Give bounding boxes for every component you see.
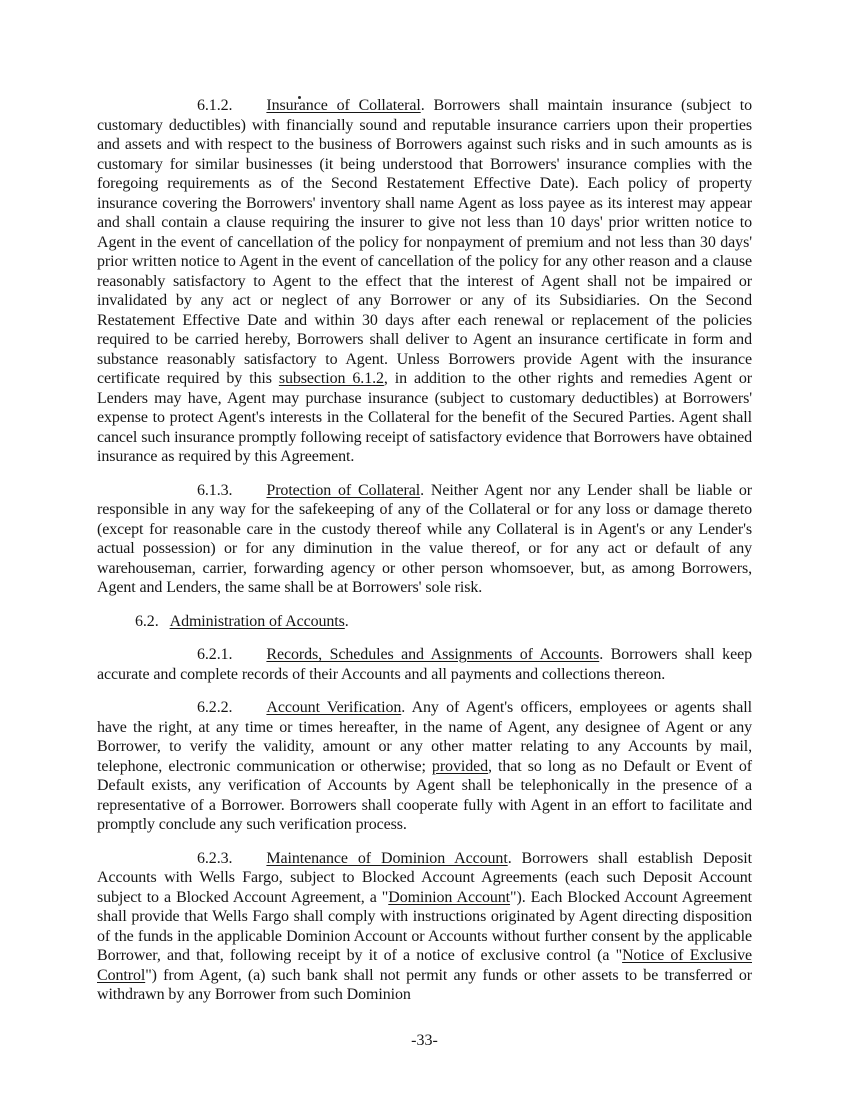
body-text: . (344, 612, 349, 630)
paragraph-6.2.3 (97, 849, 752, 1005)
underlined-term: Dominion Account (388, 888, 511, 906)
section-number: 6.2. (135, 612, 159, 630)
underlined-term: Administration of Accounts (169, 612, 345, 630)
section-number: 6.1.3. (197, 481, 233, 499)
body-text: . Borrowers shall keep accurate and complete records of their Accounts and all payments and collections thereon. (97, 646, 752, 683)
section-number: 6.2.3. (197, 849, 233, 867)
underlined-term: Insurance of Collateral (266, 97, 421, 114)
page-number: -33- (411, 1032, 438, 1049)
underlined-term: Records, Schedules and Assignments of Accounts (266, 646, 600, 663)
section-number: 6.1.2. (197, 97, 233, 114)
body-text: . Borrowers shall establish Deposit Accounts with Wells Fargo, subject to Blocked Account Agreements (each such Deposit Account subject to a Blocked Account Agreement, a " (97, 849, 752, 906)
paragraph-6.1.3 (97, 481, 752, 598)
paragraph-6.2.1 (97, 645, 752, 684)
paragraph-6.2.2 (97, 698, 752, 835)
underlined-term: Maintenance of Dominion Account (266, 849, 508, 867)
underlined-term: subsection 6.1.2 (278, 370, 384, 387)
section-number: 6.2.2. (197, 699, 233, 716)
underlined-term: provided (431, 757, 488, 775)
section-number: 6.2.1. (197, 646, 233, 663)
body-text: . Borrowers shall maintain insurance (subject to customary deductibles) with financially sound and reputable insurance carriers upon their properties and assets and with respect to the business of Borrowers against such risks and in such amounts as is customary for similar businesses (it being understood that Borrowers' insurance complies with the foregoing requirements as of the Second Restatement Effective Date). Each policy of property insurance covering the Borrowers' inventory shall name Agent as loss payee as its interest may appear and shall contain a clause requiring the insurer to give not less than 10 days' prior written notice to Agent in the event of cancellation of the policy for nonpayment of premium and not less than 30 days' prior written notice to Agent in the event of cancellation of the policy for any other reason and a clause reasonably satisfactory to Agent to the effect that the interest of Agent shall not be impaired or invalidated by any act or neglect of any Borrower or any of its Subsidiaries. On the Second Restatement Effective Date and within 30 days after each renewal or replacement of the policies required to be carried hereby, Borrowers shall deliver to Agent an insurance certificate in form and substance reasonably satisfactory to Agent. Unless Borrowers provide Agent with the insurance certificate required by this (97, 97, 752, 387)
body-text: . Any of Agent's officers, employees or agents shall have the right, at any time or times hereafter, in the name of Agent, any designee of Agent or any Borrower, to verify the validity, amount or any other matter relating to any Accounts by mail, telephone, electronic communication or otherwise; (97, 699, 752, 775)
body-text: , in addition to the other rights and remedies Agent or Lenders may have, Agent may purchase insurance (subject to customary deductibles) at Borrowers' expense to protect Agent's interests in the Collateral for the benefit of the Secured Parties. Agent shall cancel such insurance promptly following receipt of satisfactory evidence that Borrowers have obtained insurance as required by this Agreement. (97, 370, 752, 465)
document-body (97, 96, 752, 1019)
body-text: , that so long as no Default or Event of Default exists, any verification of Accounts by Agent shall be telephonically in the presence of a representative of a Borrower. Borrowers shall cooperate fully with Agent in an effort to facilitate and promptly conclude any such verification process. (97, 757, 752, 833)
underlined-term: Protection of Collateral (266, 481, 421, 499)
body-text: "). Each Blocked Account Agreement shall provide that Wells Fargo shall comply with instructions originated by Agent directing disposition of the funds in the applicable Dominion Account or Accounts without further consent by the applicable Borrower, and that, following receipt by it of a notice of exclusive control (a " (97, 888, 752, 964)
paragraph-6.2 (97, 612, 752, 632)
underlined-term: Notice of Exclusive Control (97, 947, 752, 984)
underlined-term: Account Verification (266, 699, 402, 716)
body-text: . Neither Agent nor any Lender shall be liable or responsible in any way for the safekeeping of any of the Collateral or for any loss or damage thereto (except for reasonable care in the custody thereof while any Collateral is in Agent's or any Lender's actual possession) or for any diminution in the value thereof, or for any act or default of any warehouseman, carrier, forwarding agency or other person whomsoever, but, as among Borrowers, Agent and Lenders, the same shall be at Borrowers' sole risk. (97, 481, 753, 596)
paragraph-6.1.2 (97, 96, 752, 467)
body-text: ") from Agent, (a) such bank shall not permit any funds or other assets to be transferred or withdrawn by any Borrower from such Dominion (97, 966, 752, 1003)
